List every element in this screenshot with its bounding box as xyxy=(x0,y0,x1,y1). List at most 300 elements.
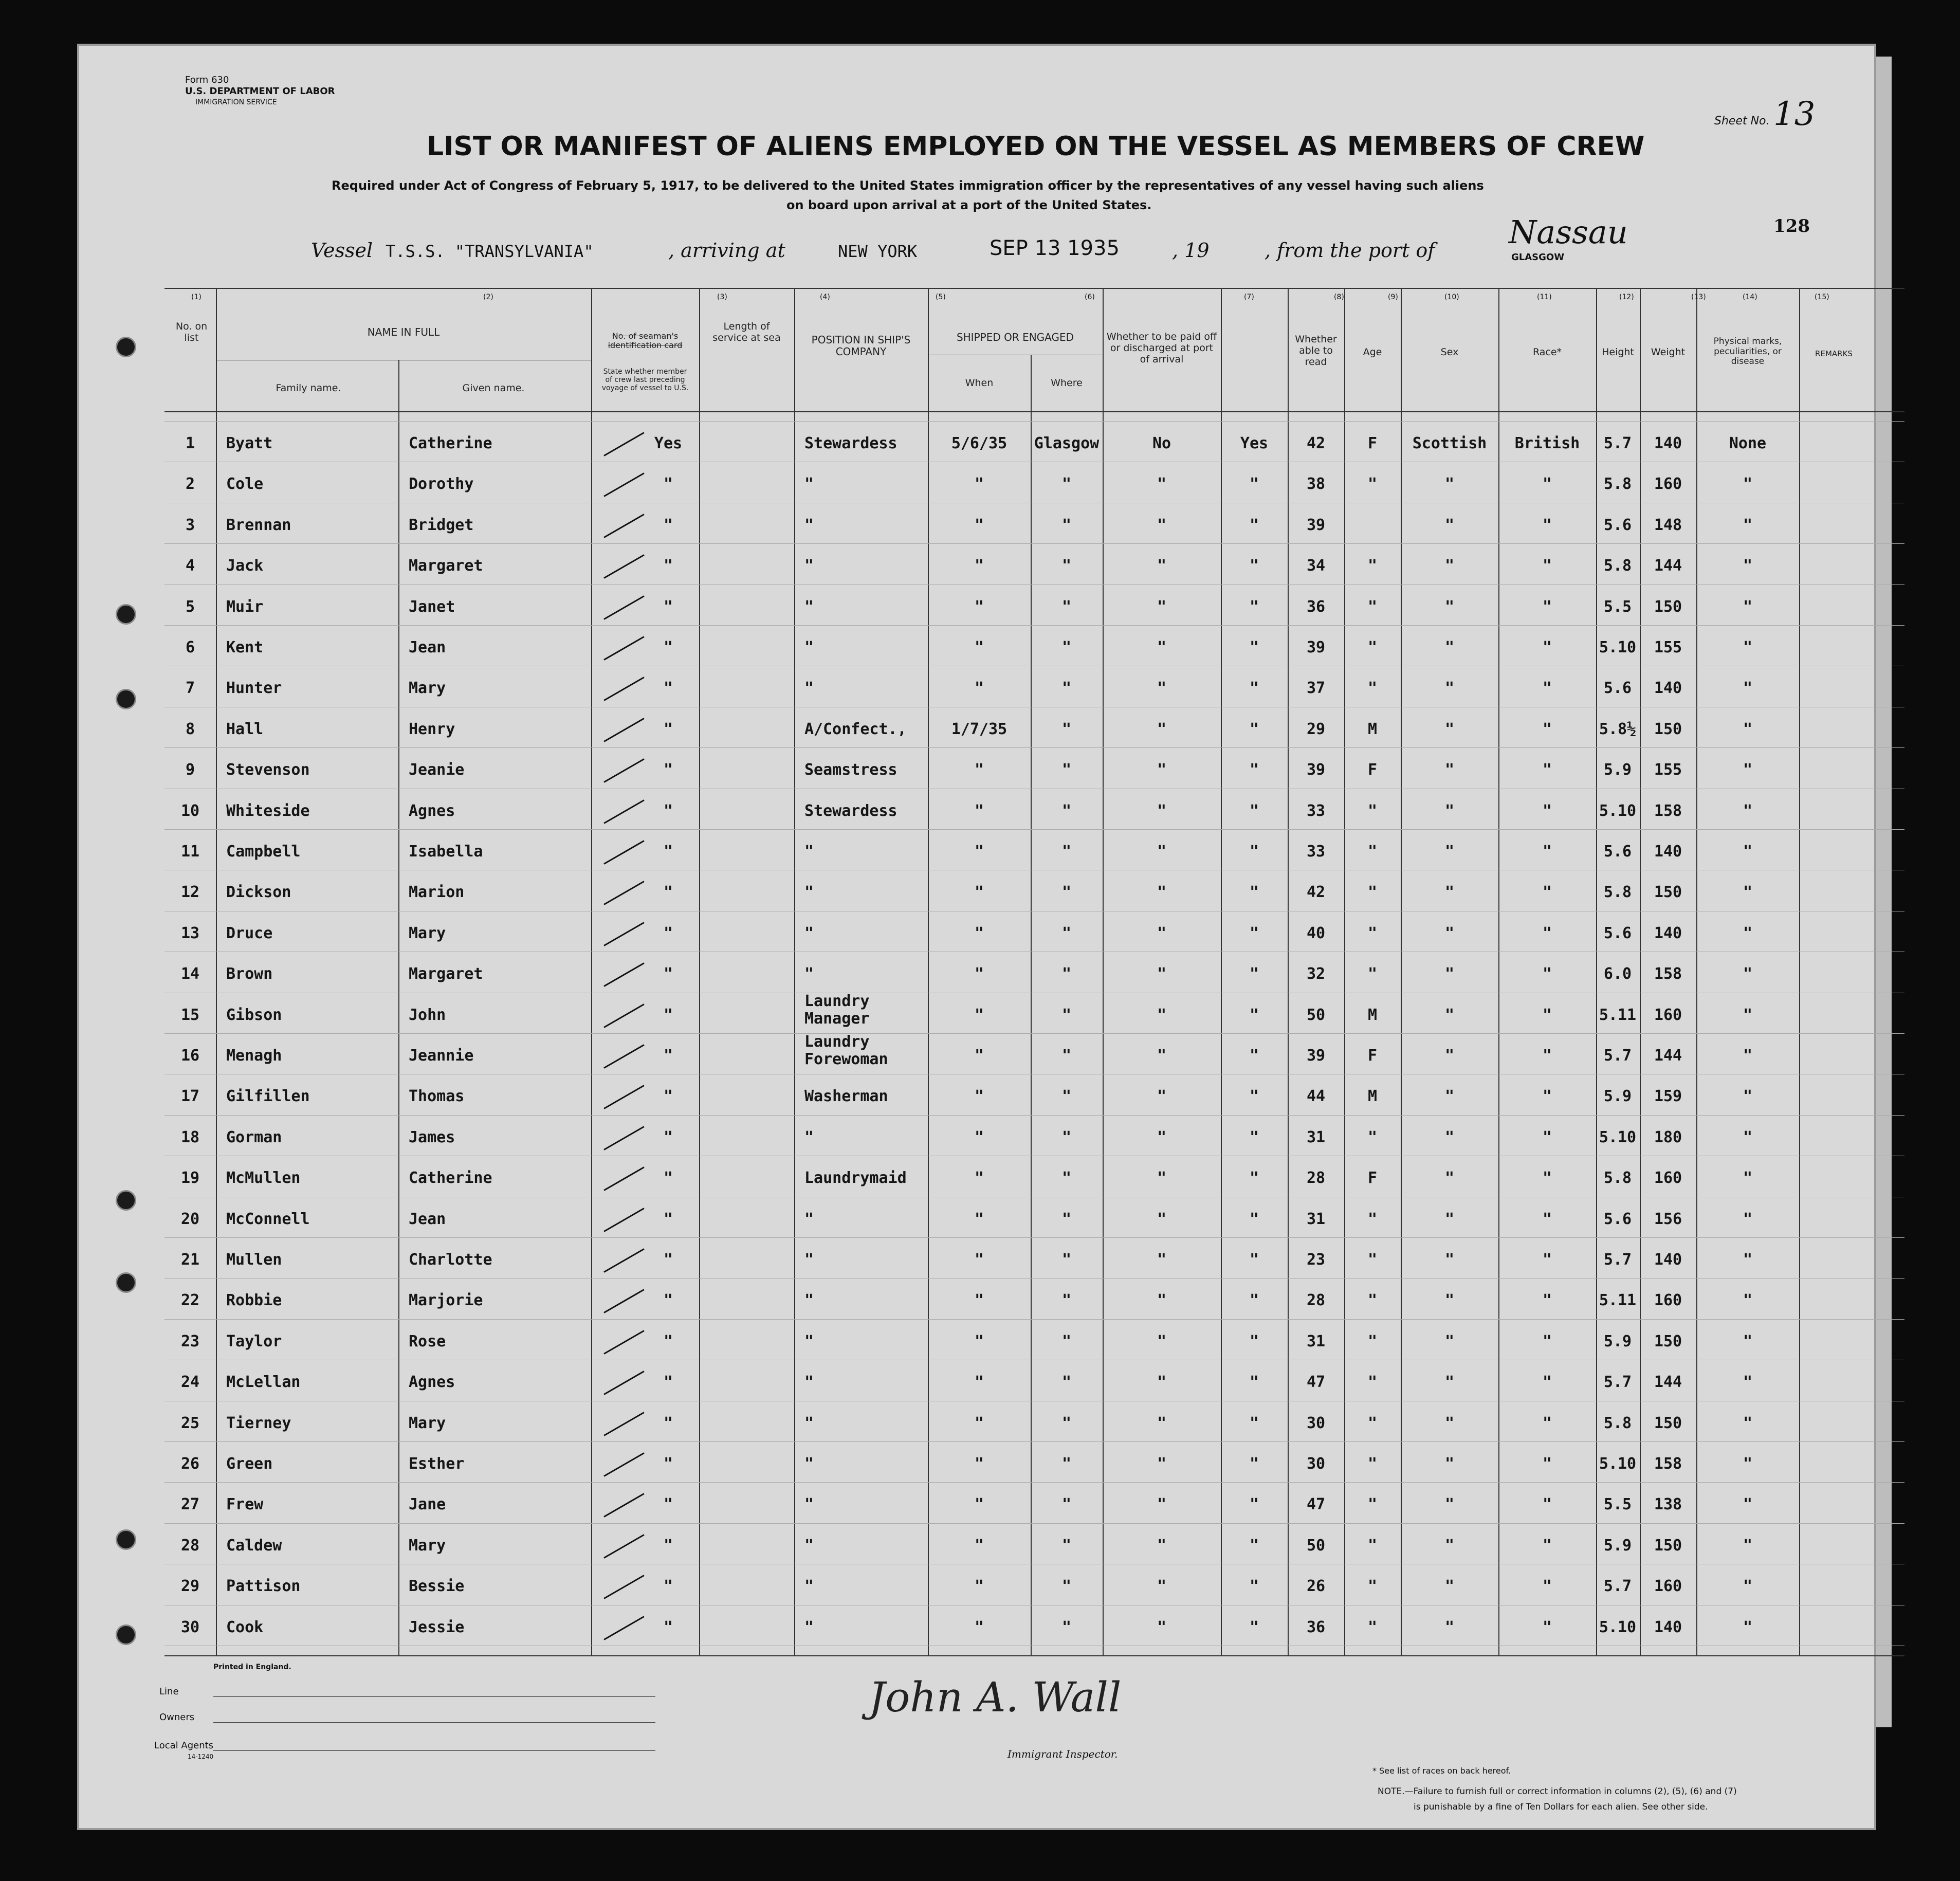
previous-voyage: " xyxy=(663,1414,673,1432)
paid-off: " xyxy=(1157,1536,1167,1555)
given-name: Margaret xyxy=(409,965,483,983)
physical-marks: " xyxy=(1743,597,1753,616)
able-to-read: " xyxy=(1249,1414,1259,1432)
shipped-where: " xyxy=(1061,1455,1072,1473)
sex: " xyxy=(1367,1332,1378,1350)
physical-marks: " xyxy=(1743,557,1753,575)
check-mark xyxy=(603,1330,644,1355)
col-name-header: NAME IN FULL xyxy=(367,326,440,338)
col-remarks-header: REMARKS xyxy=(1815,349,1853,358)
previous-voyage: " xyxy=(663,1291,673,1310)
page-title: LIST OR MANIFEST OF ALIENS EMPLOYED ON THE VESSEL AS MEMBERS OF CREW xyxy=(427,131,1645,162)
previous-voyage: " xyxy=(663,475,673,494)
sex: M xyxy=(1367,1006,1378,1024)
shipped-when: " xyxy=(974,1047,984,1065)
column-number: (15) xyxy=(1815,293,1829,301)
check-mark xyxy=(603,1493,644,1518)
nationality: " xyxy=(1542,1128,1552,1146)
previous-voyage: " xyxy=(663,1047,673,1065)
family-name: McMullen xyxy=(226,1169,301,1188)
position: Stewardess xyxy=(804,801,897,820)
shipped-where: " xyxy=(1061,1128,1072,1146)
races-note: * See list of races on back hereof. xyxy=(1372,1766,1511,1776)
paid-off: " xyxy=(1157,1006,1167,1024)
column-number: (9) xyxy=(1388,293,1398,301)
weight: 150 xyxy=(1654,1536,1682,1555)
shipped-where: " xyxy=(1061,1210,1072,1228)
paid-off: " xyxy=(1157,1495,1167,1514)
check-mark xyxy=(603,473,644,498)
age: 42 xyxy=(1306,434,1326,452)
nationality: British xyxy=(1514,434,1580,452)
shipped-when: 1/7/35 xyxy=(951,720,1008,738)
col-prev-voyage-header: State whether member of crew last preceding voyage of vessel to U.S. xyxy=(601,368,689,393)
given-name: Mary xyxy=(409,924,446,942)
check-mark xyxy=(603,718,644,742)
column-number: (3) xyxy=(717,293,727,301)
shipped-when: " xyxy=(974,1251,984,1269)
height: 5.6 xyxy=(1603,843,1632,861)
shipped-when: " xyxy=(974,1169,984,1188)
row-number: 14 xyxy=(180,965,200,983)
weight: 150 xyxy=(1654,720,1682,738)
position: " xyxy=(804,597,814,616)
paid-off: " xyxy=(1157,1047,1167,1065)
position: " xyxy=(804,1577,814,1596)
age: 39 xyxy=(1306,761,1326,779)
col-read-header: Whether able to read xyxy=(1295,334,1337,368)
given-name: Catherine xyxy=(409,1169,492,1188)
family-name: Robbie xyxy=(226,1291,282,1310)
shipped-where: " xyxy=(1061,679,1072,698)
column-number: (5) xyxy=(936,293,946,301)
shipped-where: " xyxy=(1061,1169,1072,1188)
physical-marks: " xyxy=(1743,843,1753,861)
nationality: " xyxy=(1542,965,1552,983)
family-name: Whiteside xyxy=(226,801,310,820)
position: " xyxy=(804,843,814,861)
position: " xyxy=(804,883,814,902)
physical-marks: " xyxy=(1743,1536,1753,1555)
height: 5.10 xyxy=(1599,1618,1637,1636)
able-to-read: " xyxy=(1249,1495,1259,1514)
given-name: Bridget xyxy=(409,516,474,534)
height: 5.8 xyxy=(1603,1169,1632,1188)
given-name: Bessie xyxy=(409,1577,465,1596)
shipped-when: " xyxy=(974,965,984,983)
family-name: Menagh xyxy=(226,1047,282,1065)
row-number: 22 xyxy=(180,1291,200,1310)
given-name: Charlotte xyxy=(409,1251,492,1269)
shipped-when: " xyxy=(974,1006,984,1024)
weight: 148 xyxy=(1654,516,1682,534)
sex: F xyxy=(1367,761,1378,779)
able-to-read: " xyxy=(1249,1169,1259,1188)
col-idcard-header: No. of seaman's identification card xyxy=(608,331,683,351)
row-number: 8 xyxy=(185,720,195,738)
able-to-read: " xyxy=(1249,597,1259,616)
family-name: Muir xyxy=(226,597,264,616)
physical-marks: " xyxy=(1743,1414,1753,1432)
shipped-where: " xyxy=(1061,1577,1072,1596)
position: " xyxy=(804,638,814,656)
height: 5.8 xyxy=(1603,475,1632,494)
previous-voyage: " xyxy=(663,1455,673,1473)
height: 5.6 xyxy=(1603,1210,1632,1228)
physical-marks: " xyxy=(1743,1495,1753,1514)
physical-marks: " xyxy=(1743,1210,1753,1228)
race: " xyxy=(1444,1169,1455,1188)
row-number: 7 xyxy=(185,679,195,698)
family-name: Brown xyxy=(226,965,273,983)
given-name: Marion xyxy=(409,883,465,902)
nationality: " xyxy=(1542,1455,1552,1473)
shipped-where: " xyxy=(1061,1618,1072,1636)
nationality: " xyxy=(1542,597,1552,616)
col-when-header: When xyxy=(965,377,994,389)
height: 5.10 xyxy=(1599,638,1637,656)
race: " xyxy=(1444,679,1455,698)
row-number: 12 xyxy=(180,883,200,902)
position: Washerman xyxy=(804,1087,888,1106)
ruled-line xyxy=(164,1523,1904,1524)
given-name: Jessie xyxy=(409,1618,465,1636)
physical-marks: " xyxy=(1743,516,1753,534)
family-name: Hall xyxy=(226,720,264,738)
physical-marks: " xyxy=(1743,1455,1753,1473)
punch-hole xyxy=(116,689,136,709)
column-number: (4) xyxy=(820,293,830,301)
given-name: Isabella xyxy=(409,843,483,861)
age: 29 xyxy=(1306,720,1326,738)
row-number: 26 xyxy=(180,1455,200,1473)
race: " xyxy=(1444,597,1455,616)
sex: F xyxy=(1367,1047,1378,1065)
punch-hole xyxy=(116,604,136,625)
family-name: Jack xyxy=(226,557,264,575)
row-number: 4 xyxy=(185,557,195,575)
check-mark xyxy=(603,595,644,620)
col-race-header: Race* xyxy=(1532,346,1562,358)
shipped-when: " xyxy=(974,1291,984,1310)
position: " xyxy=(804,1251,814,1269)
nationality: " xyxy=(1542,1373,1552,1392)
given-name: Agnes xyxy=(409,801,455,820)
family-name: McConnell xyxy=(226,1210,310,1228)
weight: 140 xyxy=(1654,924,1682,942)
vessel-label: Vessel xyxy=(311,239,373,262)
race: " xyxy=(1444,1577,1455,1596)
shipped-when: " xyxy=(974,1087,984,1106)
nationality: " xyxy=(1542,1087,1552,1106)
ruled-line xyxy=(164,747,1904,748)
check-mark xyxy=(603,1044,644,1069)
age: 50 xyxy=(1306,1006,1326,1024)
race: " xyxy=(1444,475,1455,494)
from-port-handwritten: Nassau xyxy=(1509,213,1628,251)
shipped-where: " xyxy=(1061,1047,1072,1065)
given-name: John xyxy=(409,1006,446,1024)
sex: " xyxy=(1367,1251,1378,1269)
shipped-when: " xyxy=(974,1455,984,1473)
paid-off: " xyxy=(1157,679,1167,698)
corner-number: 128 xyxy=(1773,216,1810,236)
paid-off: " xyxy=(1157,720,1167,738)
height: 5.11 xyxy=(1599,1291,1637,1310)
family-name: Brennan xyxy=(226,516,291,534)
family-name: Tierney xyxy=(226,1414,291,1432)
paid-off: " xyxy=(1157,516,1167,534)
age: 28 xyxy=(1306,1291,1326,1310)
paid-off: " xyxy=(1157,1577,1167,1596)
height: 5.9 xyxy=(1603,1087,1632,1106)
previous-voyage: " xyxy=(663,1495,673,1514)
height: 5.8 xyxy=(1603,1414,1632,1432)
given-name: Henry xyxy=(409,720,455,738)
previous-voyage: Yes xyxy=(654,434,683,452)
check-mark xyxy=(603,922,644,946)
sex: " xyxy=(1367,801,1378,820)
race: " xyxy=(1444,1455,1455,1473)
line-label: Line xyxy=(159,1686,179,1697)
row-number: 28 xyxy=(180,1536,200,1555)
race: " xyxy=(1444,843,1455,861)
race: " xyxy=(1444,1210,1455,1228)
height: 5.9 xyxy=(1603,761,1632,779)
given-name: Jeanie xyxy=(409,761,465,779)
position: A/Confect., xyxy=(804,720,907,738)
height: 5.6 xyxy=(1603,679,1632,698)
col-height-header: Height xyxy=(1602,346,1634,358)
shipped-when: " xyxy=(974,1618,984,1636)
age: 30 xyxy=(1306,1414,1326,1432)
shipped-when: 5/6/35 xyxy=(951,434,1008,452)
weight: 180 xyxy=(1654,1128,1682,1146)
sex: F xyxy=(1367,1169,1378,1188)
col-given-header: Given name. xyxy=(462,382,525,394)
sex: " xyxy=(1367,597,1378,616)
shipped-when: " xyxy=(974,1577,984,1596)
family-name: Hunter xyxy=(226,679,282,698)
position: Seamstress xyxy=(804,761,897,779)
given-name: Marjorie xyxy=(409,1291,483,1310)
physical-marks: " xyxy=(1743,924,1753,942)
check-mark xyxy=(603,1085,644,1110)
physical-marks: " xyxy=(1743,1291,1753,1310)
shipped-when: " xyxy=(974,557,984,575)
previous-voyage: " xyxy=(663,843,673,861)
vessel-name: T.S.S. "TRANSYLVANIA" xyxy=(386,242,594,261)
column-number: (6) xyxy=(1085,293,1095,301)
previous-voyage: " xyxy=(663,761,673,779)
height: 5.7 xyxy=(1603,1251,1632,1269)
family-name: Taylor xyxy=(226,1332,282,1350)
shipped-where: " xyxy=(1061,1291,1072,1310)
position: " xyxy=(804,924,814,942)
paid-off: " xyxy=(1157,1618,1167,1636)
able-to-read: " xyxy=(1249,638,1259,656)
height: 5.10 xyxy=(1599,801,1637,820)
age: 38 xyxy=(1306,475,1326,494)
weight: 155 xyxy=(1654,761,1682,779)
column-number: (1) xyxy=(191,293,202,301)
weight: 156 xyxy=(1654,1210,1682,1228)
header-bottom-rule xyxy=(164,411,1904,412)
previous-voyage: " xyxy=(663,1087,673,1106)
race: " xyxy=(1444,1087,1455,1106)
nationality: " xyxy=(1542,1210,1552,1228)
able-to-read: " xyxy=(1249,720,1259,738)
shipped-where: " xyxy=(1061,475,1072,494)
shipped-when: " xyxy=(974,475,984,494)
sex: " xyxy=(1367,843,1378,861)
from-label: , from the port of xyxy=(1265,239,1435,262)
age: 50 xyxy=(1306,1536,1326,1555)
given-name: Catherine xyxy=(409,434,492,452)
position: " xyxy=(804,679,814,698)
physical-marks: " xyxy=(1743,1251,1753,1269)
race: " xyxy=(1444,1291,1455,1310)
row-number: 24 xyxy=(180,1373,200,1392)
sex: " xyxy=(1367,638,1378,656)
sex: " xyxy=(1367,1291,1378,1310)
nationality: " xyxy=(1542,1332,1552,1350)
given-name: Thomas xyxy=(409,1087,465,1106)
age: 31 xyxy=(1306,1210,1326,1228)
check-mark xyxy=(603,636,644,661)
position: " xyxy=(804,557,814,575)
position: " xyxy=(804,1536,814,1555)
able-to-read: " xyxy=(1249,1618,1259,1636)
row-number: 30 xyxy=(180,1618,200,1636)
nationality: " xyxy=(1542,1536,1552,1555)
able-to-read: " xyxy=(1249,1251,1259,1269)
sex: M xyxy=(1367,1087,1378,1106)
previous-voyage: " xyxy=(663,1536,673,1555)
check-mark xyxy=(603,758,644,783)
ruled-line xyxy=(164,421,1904,422)
given-name: Margaret xyxy=(409,557,483,575)
previous-voyage: " xyxy=(663,638,673,656)
shipped-where: " xyxy=(1061,924,1072,942)
col-service-header: Length of service at sea xyxy=(712,321,781,343)
paid-off: " xyxy=(1157,1455,1167,1473)
age: 28 xyxy=(1306,1169,1326,1188)
age: 32 xyxy=(1306,965,1326,983)
row-number: 20 xyxy=(180,1210,200,1228)
height: 5.8 xyxy=(1603,557,1632,575)
shipped-where: " xyxy=(1061,1414,1072,1432)
height: 5.9 xyxy=(1603,1332,1632,1350)
race: " xyxy=(1444,1006,1455,1024)
weight: 140 xyxy=(1654,843,1682,861)
punch-hole xyxy=(116,1190,136,1211)
physical-marks: " xyxy=(1743,475,1753,494)
given-name: Jeannie xyxy=(409,1047,474,1065)
paid-off: " xyxy=(1157,1087,1167,1106)
given-name: Jean xyxy=(409,638,446,656)
row-number: 23 xyxy=(180,1332,200,1350)
weight: 160 xyxy=(1654,1577,1682,1596)
check-mark xyxy=(603,554,644,579)
previous-voyage: " xyxy=(663,1006,673,1024)
family-name: Cole xyxy=(226,475,264,494)
able-to-read: " xyxy=(1249,1128,1259,1146)
check-mark xyxy=(603,514,644,538)
nationality: " xyxy=(1542,1495,1552,1514)
weight: 140 xyxy=(1654,679,1682,698)
race: " xyxy=(1444,516,1455,534)
sex: " xyxy=(1367,1536,1378,1555)
year-label: , 19 xyxy=(1172,239,1210,262)
row-number: 9 xyxy=(185,761,195,779)
able-to-read: " xyxy=(1249,475,1259,494)
check-mark xyxy=(603,1126,644,1150)
paid-off: " xyxy=(1157,761,1167,779)
shipped-when: " xyxy=(974,843,984,861)
row-number: 17 xyxy=(180,1087,200,1106)
previous-voyage: " xyxy=(663,557,673,575)
given-name: Agnes xyxy=(409,1373,455,1392)
ruled-line xyxy=(164,1115,1904,1116)
column-number: (10) xyxy=(1444,293,1459,301)
physical-marks: " xyxy=(1743,761,1753,779)
sex: " xyxy=(1367,1577,1378,1596)
previous-voyage: " xyxy=(663,1210,673,1228)
age: 26 xyxy=(1306,1577,1326,1596)
previous-voyage: " xyxy=(663,965,673,983)
shipped-where: " xyxy=(1061,965,1072,983)
row-number: 2 xyxy=(185,475,195,494)
height: 5.7 xyxy=(1603,1373,1632,1392)
weight: 160 xyxy=(1654,475,1682,494)
physical-marks: " xyxy=(1743,638,1753,656)
physical-marks: None xyxy=(1729,434,1767,452)
position: " xyxy=(804,1210,814,1228)
race: " xyxy=(1444,1251,1455,1269)
physical-marks: " xyxy=(1743,1373,1753,1392)
check-mark xyxy=(603,840,644,865)
previous-voyage: " xyxy=(663,516,673,534)
paid-off: " xyxy=(1157,801,1167,820)
column-number: (12) xyxy=(1619,293,1634,301)
physical-marks: " xyxy=(1743,1047,1753,1065)
shipped-where: " xyxy=(1061,801,1072,820)
check-mark xyxy=(603,1452,644,1477)
row-number: 3 xyxy=(185,516,195,534)
sex: " xyxy=(1367,1414,1378,1432)
weight: 158 xyxy=(1654,965,1682,983)
shipped-when: " xyxy=(974,801,984,820)
sheet-number: 13 xyxy=(1773,95,1816,133)
row-number: 25 xyxy=(180,1414,200,1432)
shipped-when: " xyxy=(974,761,984,779)
nationality: " xyxy=(1542,516,1552,534)
age: 36 xyxy=(1306,1618,1326,1636)
able-to-read: " xyxy=(1249,516,1259,534)
physical-marks: " xyxy=(1743,1618,1753,1636)
race: Scottish xyxy=(1412,434,1487,452)
check-mark xyxy=(603,1534,644,1559)
paid-off: " xyxy=(1157,883,1167,902)
shipped-when: " xyxy=(974,1536,984,1555)
column-number: (14) xyxy=(1743,293,1757,301)
given-name: Mary xyxy=(409,679,446,698)
subtitle-line2: on board upon arrival at a port of the United States. xyxy=(786,198,1152,212)
height: 5.10 xyxy=(1599,1128,1637,1146)
check-mark xyxy=(603,1208,644,1232)
check-mark xyxy=(603,799,644,824)
